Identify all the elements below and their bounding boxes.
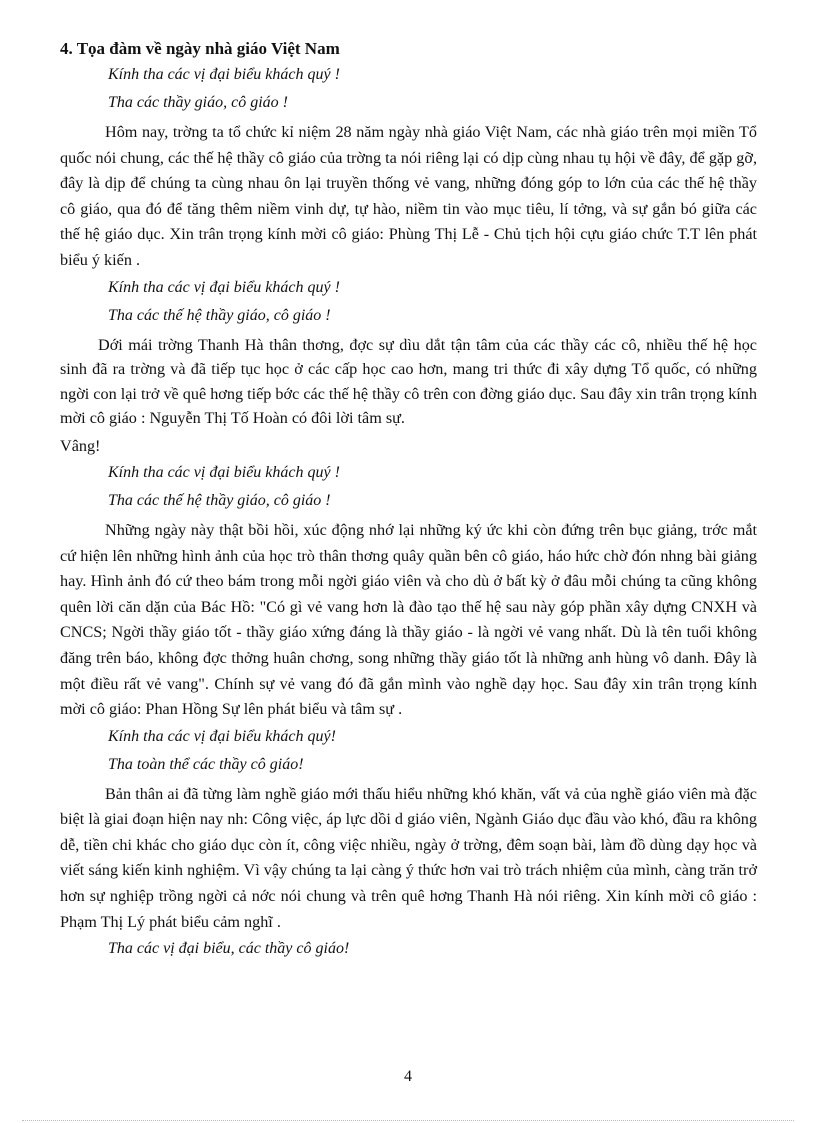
greeting-line: Tha toàn thể các thầy cô giáo! [108,755,304,773]
body-paragraph: Hôm nay, trờng ta tổ chức kỉ niệm 28 năm ngày nhà giáo Việt Nam, các nhà giáo trên mọi miền Tổ quốc nói chung, các thế hệ thầy cô giáo của trờng ta nói riêng lại có dịp cùng nhau tụ hội về đây, để gặp gỡ, đây là dịp để chúng ta cùng nhau ôn lại truyền thống vẻ vang, những đóng góp to lớn của các thế hệ thầy cô giáo, qua đó để tăng thêm niềm vinh dự, tự hào, niềm tin vào mục tiêu, lí tởng, và sự gắn bó giữa các thế hệ giáo dục. Xin trân trọng kính mời cô giáo: Phùng Thị Lễ - Chủ tịch hội cựu giáo chức T.T lên phát biểu ý kiến . [60,123,757,269]
page-bottom-divider [22,1120,794,1121]
greeting-line: Kính tha các vị đại biểu khách quý! [108,727,336,745]
page-number: 4 [404,1068,412,1085]
greeting-line: Tha các vị đại biểu, các thầy cô giáo! [108,940,350,958]
greeting-line: Kính tha các vị đại biểu khách quý ! [108,66,340,83]
greeting-line: Tha các thế hệ thầy giáo, cô giáo ! [108,491,331,509]
section-heading: 4. Tọa đàm về ngày nhà giáo Việt Nam [60,39,340,58]
greeting-line: Kính tha các vị đại biểu khách quý ! [108,278,340,296]
body-paragraph: Bản thân ai đã từng làm nghề giáo mới thấu hiểu những khó khăn, vất vả của nghề giáo viên mà đặc biệt là giai đoạn hiện nay nh: Công việc, áp lực dồi d giáo viên, Ngành Giáo dục đầu vào khó, đầu ra không dễ, tiền chi khác cho giáo dục còn ít, công việc nhiều, ngày ở trờng, đêm soạn bài, làm đồ dùng dạy học và viết sáng kiến kinh nghiệm. Vì vậy chúng ta lại càng ý thức hơn vai trò trách nhiệm của mình, càng trăn trở hơn sự nghiệp trồng ngời cả nớc nói chung và trên quê hơng Thanh Hà nói riêng. Xin kính mời cô giáo : Phạm Thị Lý phát biểu cảm nghĩ . [60,784,757,931]
interjection: Vâng! [60,436,101,455]
body-paragraph: Dới mái trờng Thanh Hà thân thơng, đợc sự dìu dắt tận tâm của các thầy các cô, nhiều thế hệ học sinh đã ra trờng và đã tiếp tục học ở các cấp học cao hơn, mang tri thức đi xây dựng Tổ quốc, có những ngời con lại trở về quê hơng tiếp bớc các thế hệ thầy cô trên con đờng giáo dục. Sau đây xin trân trọng kính mời cô giáo : Nguyễn Thị Tố Hoàn có đôi lời tâm sự. [60,335,757,428]
body-paragraph: Những ngày này thật bồi hồi, xúc động nhớ lại những ký ức khi còn đứng trên bục giảng, trớc mắt cứ hiện lên những hình ảnh của học trò thân thơng quây quần bên cô giáo, háo hức chờ đón nhng bài giảng hay. Hình ảnh đó cứ theo bám trong mỗi ngời giáo viên và cho dù ở bất kỳ ở đâu mỗi chúng ta cũng không quên lời căn dặn của Bác Hồ: "Có gì vẻ vang hơn là đào tạo thế hệ sau này góp phần xây dựng CNXH và CNCS; Ngời thầy giáo tốt - thầy giáo xứng đáng là thầy giáo - là ngời vẻ vang nhất. Dù là tên tuổi không đăng trên báo, không đợc thởng huân chơng, song những thầy giáo tốt là những anh hùng vô danh. Đây là một điều rất vẻ vang". Chính sự vẻ vang đó đã gắn mình vào nghề dạy học. Sau đây xin trân trọng kính mời cô giáo: Phan Hồng Sự lên phát biểu và tâm sự . [60,520,757,719]
greeting-line: Tha các thế hệ thầy giáo, cô giáo ! [108,306,331,324]
document-page [60,38,757,966]
greeting-line: Tha các thầy giáo, cô giáo ! [108,94,288,111]
greeting-line: Kính tha các vị đại biểu khách quý ! [108,463,340,481]
